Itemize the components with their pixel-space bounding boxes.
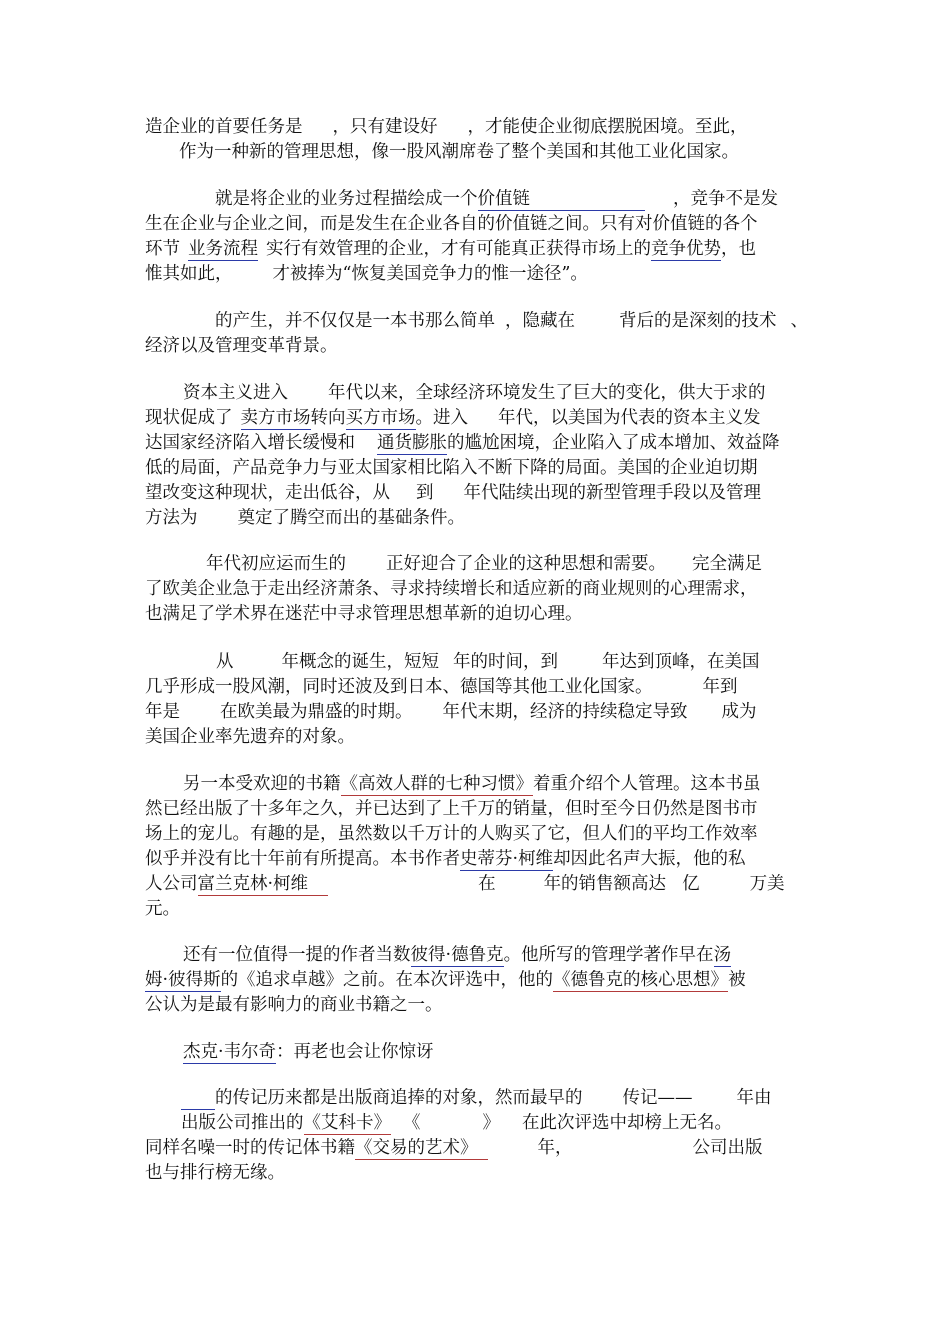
link-essential-drucker[interactable]: 《德鲁克的核心思想》 xyxy=(553,970,729,990)
text-span: 作为一种新的管理思想，像一股风潮席卷了整个美国和其他工业化国家。 xyxy=(179,142,739,162)
link-art-of-the-deal[interactable] xyxy=(355,1138,488,1160)
text-span: 。他所写的管理学著作早在 xyxy=(503,945,714,965)
text-line xyxy=(145,1137,763,1159)
text-span: 。 xyxy=(648,554,666,574)
text-span: 奠定了腾空而出的基础条件。 xyxy=(237,508,465,528)
text-line xyxy=(145,432,780,454)
text-span: 的传记历来都是出版商追捧的对象，然而最早的 xyxy=(215,1088,583,1108)
link-tom-peters-cont[interactable]: 姆·彼得斯 xyxy=(145,970,221,990)
link-peter-drucker[interactable]: 彼得·德鲁克 xyxy=(410,945,504,965)
link-seven-habits[interactable]: 《高效人群的七种习惯》 xyxy=(340,774,533,794)
text-line xyxy=(181,1112,732,1134)
text-line xyxy=(206,553,762,575)
text-line xyxy=(215,310,808,332)
text-span: 年概念的诞生，短短 xyxy=(281,652,439,672)
text-line xyxy=(145,726,355,748)
link-buyers-market[interactable]: 买方市场 xyxy=(345,408,416,428)
text-span: 传记—— xyxy=(622,1088,693,1108)
text-span: ，竞争不是发 xyxy=(673,189,778,209)
text-span: 似乎并没有比十年前有所提高。本书作者 xyxy=(145,849,460,869)
text-line xyxy=(145,407,761,429)
text-span: 然已经出版了十多年之久，并已达到了上千万的销量，但时至今日仍然是图书市 xyxy=(145,799,758,819)
text-line xyxy=(145,848,746,870)
text-line xyxy=(145,701,757,723)
link-franklin-covey[interactable] xyxy=(198,874,329,896)
text-span: 公认为是最有影响力的商业书籍之一。 xyxy=(145,995,443,1015)
text-span: 方法为 xyxy=(145,508,198,528)
text-span: 年达到顶峰，在美国 xyxy=(602,652,760,672)
text-line xyxy=(145,507,465,529)
text-span: 被 xyxy=(728,970,746,990)
text-span: 年到 xyxy=(702,677,738,697)
text-span: 从 xyxy=(216,652,234,672)
text-span: 在欧美最为鼎盛的时期。 xyxy=(220,702,413,722)
text-span: 着重介绍个人管理。这本书虽 xyxy=(533,774,761,794)
text-span: 万美 xyxy=(749,874,785,894)
text-line xyxy=(179,141,739,163)
text-line xyxy=(145,457,758,479)
text-span: 年代，以美国为代表的资本主义发 xyxy=(498,408,761,428)
text-line xyxy=(145,798,758,820)
section-heading xyxy=(183,1041,434,1063)
link-blank[interactable] xyxy=(181,1088,215,1110)
text-span: 另一本受欢迎的书籍 xyxy=(183,774,341,794)
text-span: ，隐藏在 xyxy=(505,311,575,331)
text-span: 成为 xyxy=(721,702,757,722)
text-span: 同样名噪一时的传记体书籍 xyxy=(145,1138,355,1158)
link-jack-welch[interactable]: 杰克·韦尔奇 xyxy=(183,1042,277,1062)
text-span: 环节 xyxy=(145,239,180,259)
text-line xyxy=(145,603,583,625)
text-span: 、 xyxy=(790,311,808,331)
text-span: 几乎形成一股风潮，同时还波及到日本、德国等其他工业化国家。 xyxy=(145,677,653,697)
text-line xyxy=(145,238,756,260)
text-span: 造企业的首要任务是 xyxy=(145,117,303,137)
text-span: 在 xyxy=(478,874,496,894)
text-span: ，只有建设好 xyxy=(332,117,438,137)
text-span: 在此次评选中却榜上无名。 xyxy=(522,1113,732,1133)
text-line xyxy=(145,898,180,920)
text-line xyxy=(145,335,338,357)
link-value-chain[interactable] xyxy=(478,189,646,211)
text-line xyxy=(145,116,748,138)
text-line xyxy=(216,651,760,673)
text-span: 实行有效管理的企业，才有可能真正获得市场上的 xyxy=(266,239,651,259)
text-span: 年， xyxy=(537,1138,573,1158)
text-line xyxy=(145,969,746,991)
text-span: 还有一位值得一提的作者当数 xyxy=(183,945,411,965)
text-span: 年的销售额高达 xyxy=(543,874,667,894)
text-line xyxy=(181,1087,772,1109)
text-span: 了欧美企业急于走出经济萧条、寻求持续增长和适应新的商业规则的心理需求， xyxy=(145,579,758,599)
text-line xyxy=(183,773,761,795)
text-span: 现状促成了 xyxy=(145,408,233,428)
text-span: 人公司 xyxy=(145,874,198,894)
text-span: 转向 xyxy=(310,408,346,428)
text-span: 资本主义进入 xyxy=(183,383,288,403)
link-text: 《交易的艺术》 xyxy=(355,1138,478,1158)
text-span: 年代陆续出现的新型管理手段以及管理 xyxy=(463,483,761,503)
text-span: 。进入 xyxy=(415,408,468,428)
text-span: 》 xyxy=(482,1113,500,1133)
text-span: 《 xyxy=(403,1113,421,1133)
text-span: 也与排行榜无缘。 xyxy=(145,1163,285,1183)
link-competitive-advantage[interactable]: 竞争优势 xyxy=(651,239,721,259)
link-stephen-covey[interactable]: 史蒂芬·柯维 xyxy=(460,849,554,869)
text-line xyxy=(145,578,758,600)
link-business-process[interactable]: 业务流程 xyxy=(188,239,258,259)
text-line xyxy=(145,263,588,285)
text-span: 年是 xyxy=(145,702,180,722)
text-span: 亿 xyxy=(682,874,700,894)
text-span: 的产生，并不仅仅是一本书那么简单 xyxy=(215,311,495,331)
text-line xyxy=(145,823,758,845)
text-line xyxy=(145,482,761,504)
text-span: 美国企业率先遗弃的对象。 xyxy=(145,727,355,747)
text-span: 背后的是深刻的技术 xyxy=(619,311,777,331)
text-span: 出版公司推出的 xyxy=(181,1113,304,1133)
link-text: 富兰克林·柯维 xyxy=(197,874,309,894)
link-text: 价值链 xyxy=(477,189,530,209)
text-span: 年的时间，到 xyxy=(453,652,558,672)
text-span: ，也 xyxy=(721,239,756,259)
text-line xyxy=(145,873,785,895)
text-span: 公司出版 xyxy=(692,1138,763,1158)
text-span: 也满足了学术界在迷茫中寻求管理思想革新的迫切心理。 xyxy=(145,604,583,624)
heading-text: ：再老也会让你惊讶 xyxy=(276,1042,434,1062)
text-span: 正好迎合了企业的这种思想和需要 xyxy=(386,554,649,574)
link-tom-peters[interactable]: 汤 xyxy=(713,945,732,965)
text-span: 年代以来，全球经济环境发生了巨大的变化，供大于求的 xyxy=(328,383,766,403)
text-span: 望改变这种现状，走出低谷，从 xyxy=(145,483,390,503)
link-inflation[interactable]: 通货膨胀 xyxy=(377,433,447,453)
text-span: 年代初应运而生的 xyxy=(206,554,346,574)
text-span: 年代末期，经济的持续稳定导致 xyxy=(442,702,688,722)
text-line xyxy=(145,676,738,698)
text-line xyxy=(215,188,778,210)
text-line xyxy=(183,944,731,966)
text-span: 却因此名声大振，他的私 xyxy=(553,849,746,869)
text-span: 才被捧为“恢复美国竞争力的惟一途径”。 xyxy=(272,264,588,284)
text-span: 年由 xyxy=(736,1088,772,1108)
text-span: 惟其如此， xyxy=(145,264,233,284)
text-span: 到 xyxy=(416,483,434,503)
text-span: 生在企业与企业之间，而是发生在企业各自的价值链之间。只有对价值链的各个 xyxy=(145,214,758,234)
text-line xyxy=(145,994,443,1016)
text-span: 完全满足 xyxy=(692,554,762,574)
link-sellers-market[interactable]: 卖方市场 xyxy=(240,408,311,428)
text-span: 的《追求卓越》之前。在本次评选中，他的 xyxy=(220,970,554,990)
text-line xyxy=(183,382,766,404)
text-span: 元。 xyxy=(145,899,180,919)
text-span: 经济以及管理变革背景。 xyxy=(145,336,338,356)
text-line xyxy=(145,1162,285,1184)
link-iacocca[interactable]: 《艾科卡》 xyxy=(303,1113,391,1133)
text-span: 场上的宠儿。有趣的是，虽然数以千万计的人购买了它，但人们的平均工作效率 xyxy=(145,824,758,844)
text-span: 的尴尬困境，企业陷入了成本增加、效益降 xyxy=(447,433,780,453)
text-span: 低的局面，产品竞争力与亚太国家相比陷入不断下降的局面。美国的企业迫切期 xyxy=(145,458,758,478)
text-line xyxy=(145,213,758,235)
text-span: 就是将企业的业务过程描绘成一个 xyxy=(215,189,478,209)
text-span: 达国家经济陷入增长缓慢和 xyxy=(145,433,355,453)
text-span: ，才能使企业彻底摆脱困境。至此， xyxy=(467,117,748,137)
